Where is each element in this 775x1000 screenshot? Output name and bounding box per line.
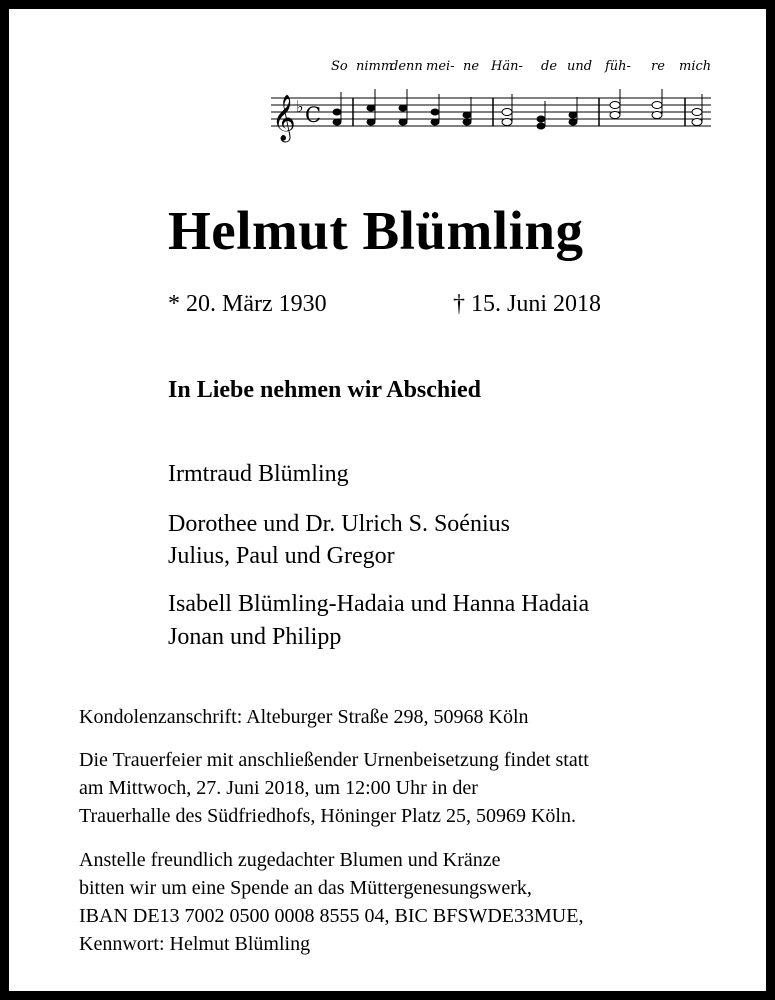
music-staff (271, 89, 711, 155)
condolence-address: Kondolenzanschrift: Alteburger Straße 298, 50968 Köln (79, 706, 529, 728)
deceased-name: Helmut Blümling (168, 200, 584, 261)
hymn-lyric-syllable: mich (679, 59, 712, 74)
hymn-lyric-syllable: re (651, 59, 665, 74)
ceremony-line: am Mittwoch, 27. Juni 2018, um 12:00 Uhr in der (79, 777, 478, 799)
mourner-line: Isabell Blümling-Hadaia und Hanna Hadaia (168, 591, 590, 617)
donation-line: Kennwort: Helmut Blümling (79, 933, 311, 955)
mourner-line: Dorothee und Dr. Ulrich S. Soénius (168, 511, 510, 537)
farewell-line: In Liebe nehmen wir Abschied (168, 377, 481, 403)
donation-line: bitten wir um eine Spende an das Müttergenesungswerk, (79, 877, 532, 899)
svg-text:♭: ♭ (296, 97, 304, 116)
flat-sign-icon (296, 97, 304, 116)
hymn-lyric-syllable: de (541, 59, 558, 74)
death-date: † 15. Juni 2018 (453, 291, 602, 317)
ceremony-line: Die Trauerfeier mit anschließender Urnenbeisetzung findet statt (79, 749, 589, 771)
hymn-lyric-syllable: und (567, 59, 593, 74)
mourner-line: Irmtraud Blümling (168, 461, 349, 487)
hymn-lyric-syllable: mei- (426, 59, 455, 74)
svg-text:C: C (305, 103, 322, 127)
donation-line: IBAN DE13 7002 0500 0008 8555 04, BIC BFSWDE33MUE, (79, 905, 584, 927)
mourner-line: Julius, Paul und Gregor (168, 543, 395, 569)
birth-date: * 20. März 1930 (168, 291, 327, 317)
music-notes (333, 89, 702, 129)
svg-text:𝄞: 𝄞 (272, 95, 296, 141)
hymn-lyric-syllable: ne (463, 59, 480, 74)
treble-clef-icon (272, 95, 296, 143)
hymn-lyric-syllable: Hän- (491, 59, 523, 74)
common-time-icon (305, 103, 321, 127)
hymn-lyric-syllable: denn (390, 59, 423, 74)
donation-line: Anstelle freundlich zugedachter Blumen und Kränze (79, 849, 501, 871)
ceremony-line: Trauerhalle des Südfriedhofs, Höninger Platz 25, 50969 Köln. (79, 805, 576, 827)
hymn-lyric-syllable: füh- (605, 59, 631, 74)
hymn-lyric-syllable: So (331, 59, 348, 74)
mourner-line: Jonan und Philipp (168, 624, 342, 650)
hymn-lyric-syllable: nimm (356, 59, 394, 74)
hymn-notation (271, 57, 711, 157)
